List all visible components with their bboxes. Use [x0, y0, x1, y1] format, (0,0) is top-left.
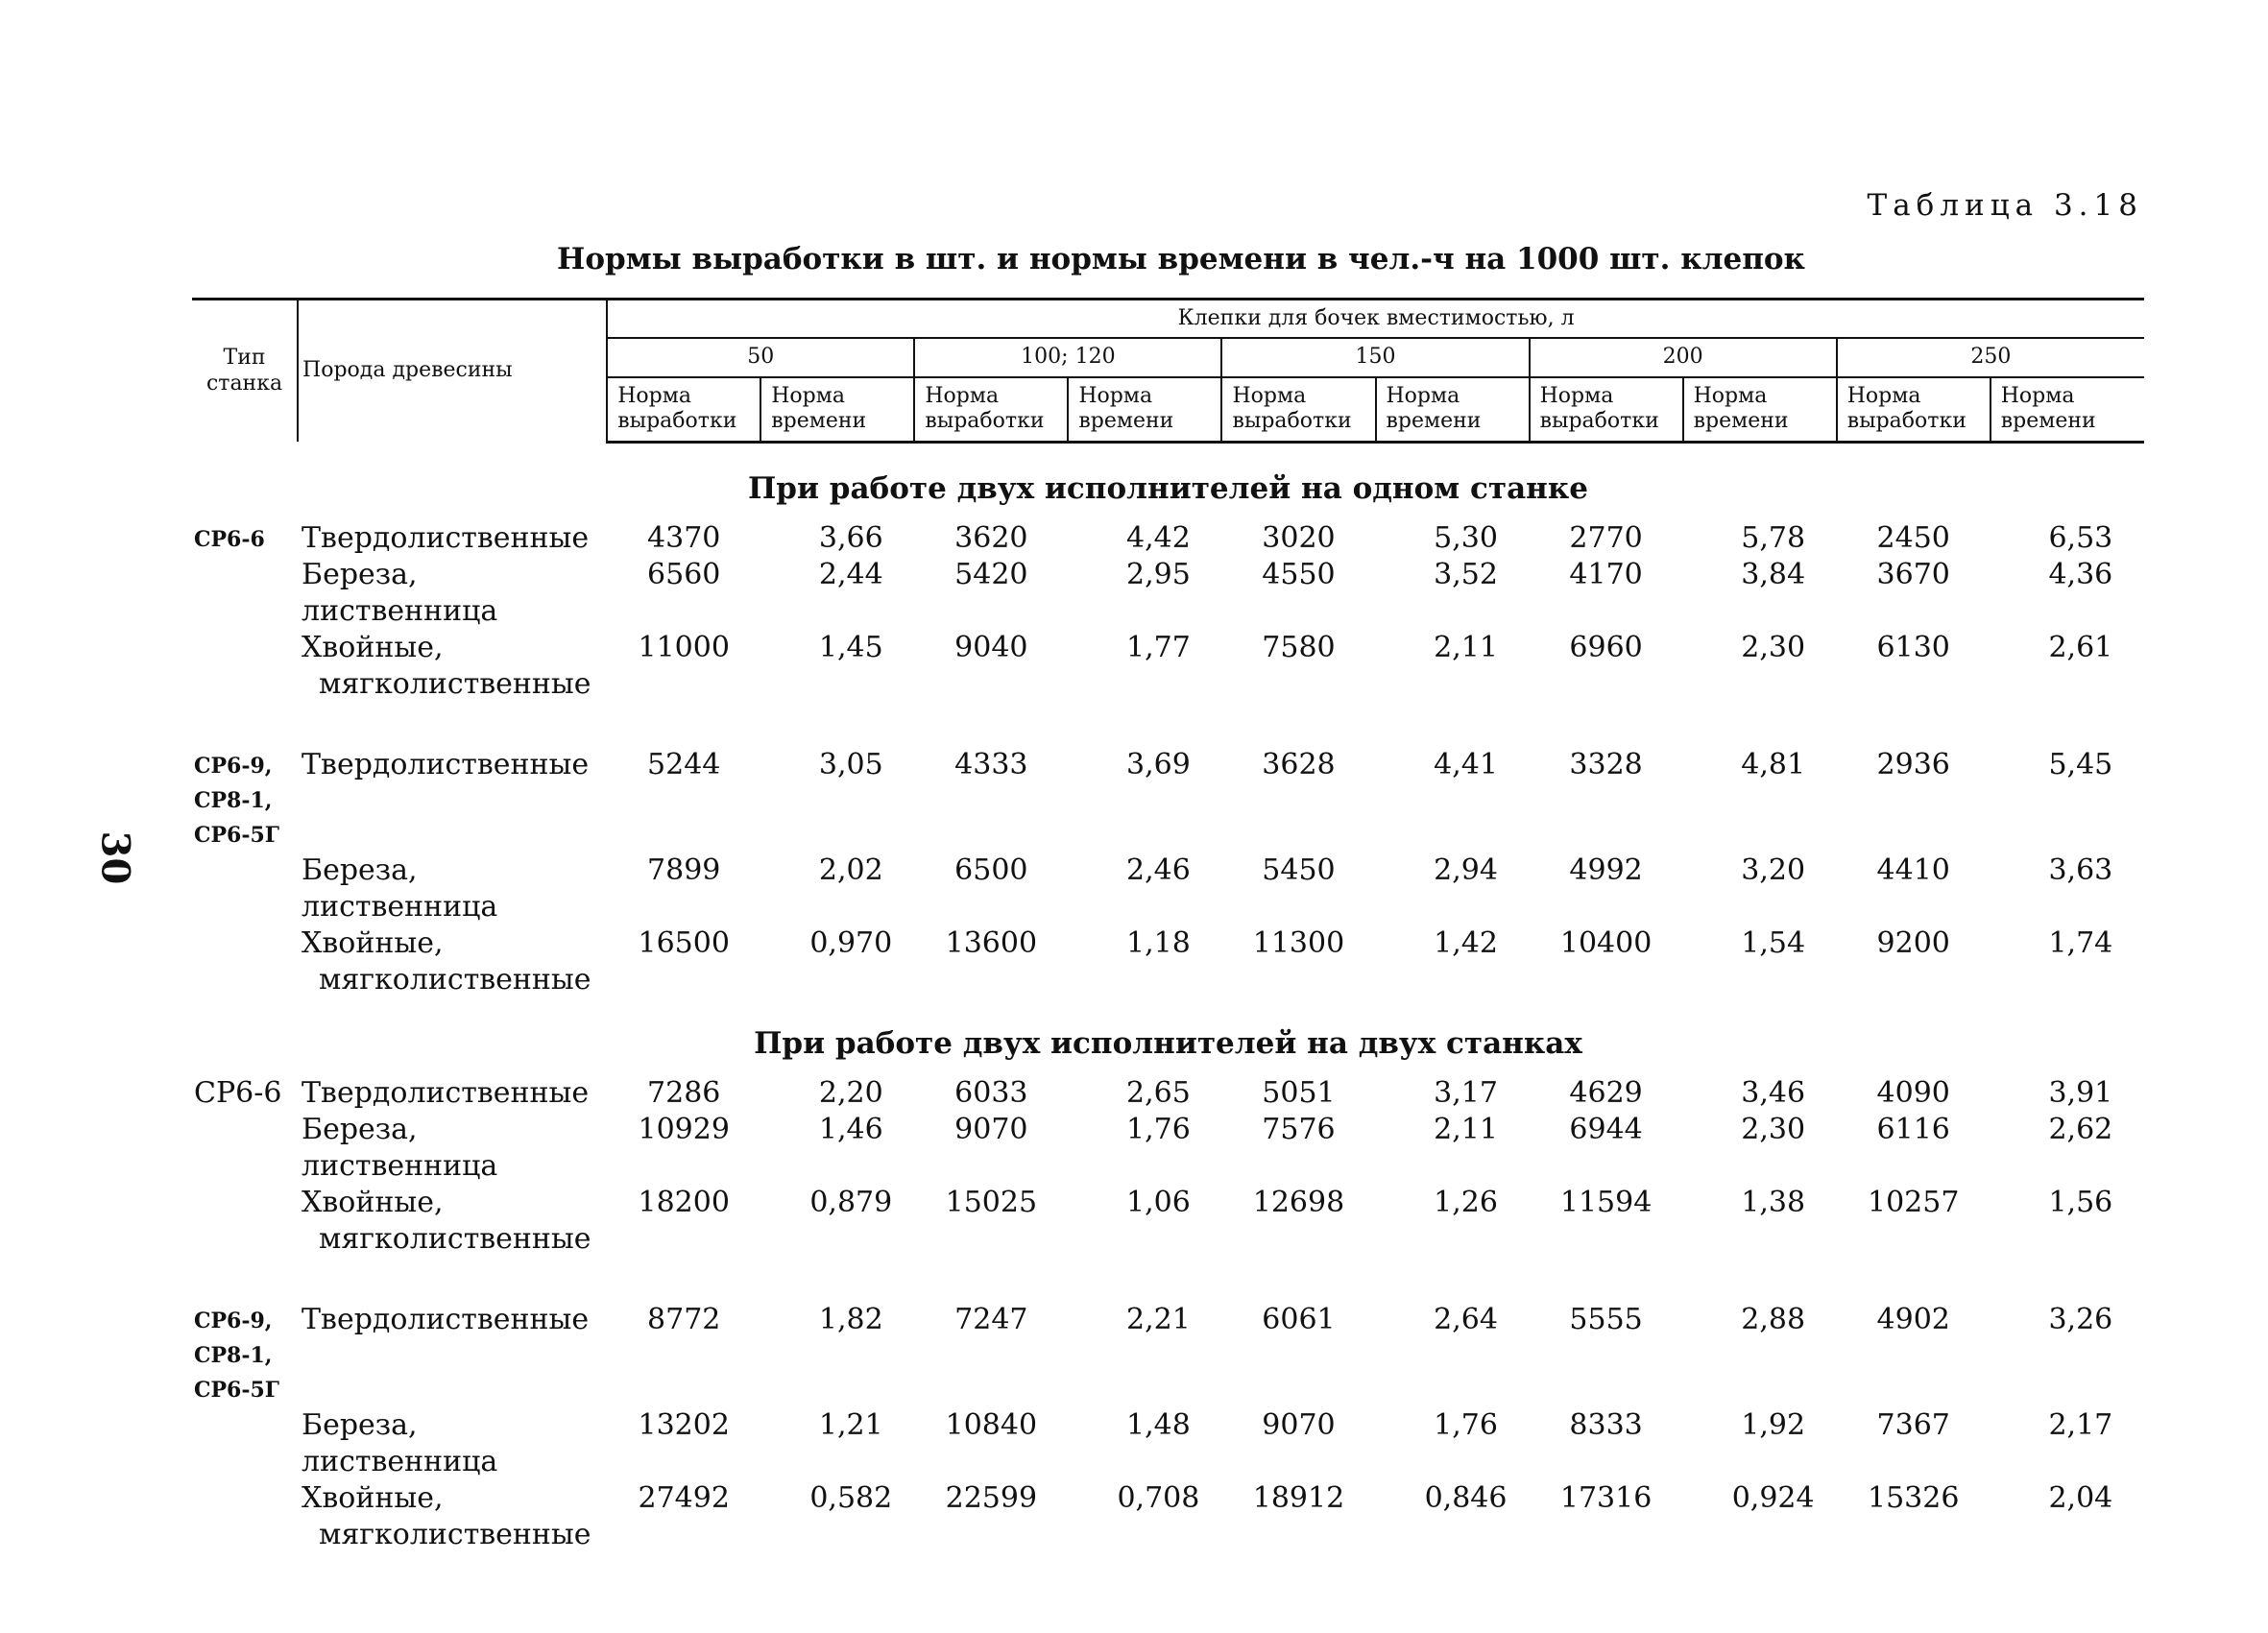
time-norm-value: 4,81 — [1741, 747, 1806, 781]
wood-type-cell — [298, 1112, 607, 1185]
output-norm-value: 6500 — [954, 853, 1028, 887]
output-norm-header: Норма выработки — [607, 377, 760, 442]
output-norm-value: 11300 — [1252, 925, 1345, 960]
output-norm-value: 8333 — [1569, 1407, 1643, 1442]
output-norm-value: 6560 — [647, 557, 721, 591]
wood-type-label-cont: мягколиственные — [319, 1221, 591, 1256]
time-norm-value: 1,46 — [818, 1112, 883, 1146]
section-title: При работе двух исполнителей на одном станке — [748, 470, 1588, 506]
wood-type-label: Береза, лиственница — [302, 853, 498, 924]
time-norm-value: 3,63 — [2048, 853, 2113, 887]
output-norm-value: 13202 — [638, 1407, 730, 1442]
output-norm-value: 9200 — [1876, 925, 1950, 960]
wood-type-cell — [298, 853, 607, 925]
output-norm-value: 11000 — [638, 630, 730, 664]
time-norm-value: 2,62 — [2048, 1112, 2113, 1146]
time-norm-value: 1,54 — [1741, 925, 1806, 960]
time-norm-value: 2,11 — [1434, 630, 1498, 664]
table-row — [192, 1407, 2144, 1480]
capacity-header: 50 — [607, 338, 914, 376]
time-norm-value: 0,708 — [1117, 1480, 1200, 1515]
machine-type-cell — [192, 1112, 298, 1185]
output-norm-value: 4410 — [1876, 853, 1950, 887]
output-norm-value: 18912 — [1252, 1480, 1345, 1515]
time-norm-value: 1,56 — [2048, 1185, 2113, 1219]
table-row — [192, 925, 2144, 998]
table-row — [192, 520, 2144, 557]
time-norm-header: Норма времени — [760, 377, 914, 442]
table-title: Нормы выработки в шт. и нормы времени в чел.-ч на 1000 шт. клепок — [557, 242, 1805, 276]
output-norm-value: 5450 — [1262, 853, 1336, 887]
wood-type-label-cont: мягколиственные — [319, 1517, 591, 1551]
time-norm-value: 1,48 — [1126, 1407, 1191, 1442]
group-spacer — [192, 703, 2144, 747]
time-norm-value: 3,66 — [818, 520, 883, 555]
wood-type-label: Твердолиственные — [302, 520, 590, 555]
wood-type-label: Твердолиственные — [302, 1075, 590, 1110]
output-norm-value: 2936 — [1876, 747, 1950, 781]
output-norm-value: 7247 — [954, 1302, 1028, 1336]
time-norm-value: 1,82 — [818, 1302, 883, 1336]
section-title: При работе двух исполнителей на двух станках — [754, 1025, 1582, 1061]
output-norm-value: 4550 — [1262, 557, 1336, 591]
wood-type-label: Твердолиственные — [302, 1302, 590, 1336]
machine-type-cell — [192, 630, 298, 703]
output-norm-value: 7367 — [1876, 1407, 1950, 1442]
wood-type-label-cont: мягколиственные — [319, 962, 591, 997]
wood-type-cell — [298, 1480, 607, 1553]
table-row — [192, 1185, 2144, 1258]
output-norm-value: 3328 — [1569, 747, 1643, 781]
time-norm-value: 2,11 — [1434, 1112, 1498, 1146]
output-norm-value: 3628 — [1262, 747, 1336, 781]
time-norm-value: 3,84 — [1741, 557, 1806, 591]
time-norm-value: 2,04 — [2048, 1480, 2113, 1515]
wood-type-cell — [298, 1075, 607, 1112]
output-norm-value: 2770 — [1569, 520, 1643, 555]
table-row — [192, 630, 2144, 703]
output-norm-value: 17316 — [1559, 1480, 1653, 1515]
output-norm-value: 7286 — [647, 1075, 721, 1110]
output-norm-value: 6960 — [1569, 630, 1643, 664]
table-header — [192, 300, 2144, 443]
time-norm-value: 2,30 — [1741, 630, 1806, 664]
type-column-header: Тип станка — [192, 300, 298, 443]
time-norm-value: 1,45 — [818, 630, 883, 664]
group-spacer-cell — [192, 703, 2144, 747]
time-norm-value: 1,42 — [1434, 925, 1498, 960]
wood-type-label-cont: мягколиственные — [319, 666, 591, 701]
time-norm-value: 3,69 — [1126, 747, 1191, 781]
output-norm-value: 10257 — [1868, 1185, 1960, 1219]
time-norm-value: 1,76 — [1126, 1112, 1191, 1146]
time-norm-value: 2,64 — [1434, 1302, 1498, 1336]
time-norm-value: 5,30 — [1434, 520, 1498, 555]
time-norm-value: 2,88 — [1741, 1302, 1806, 1336]
wood-type-label: Хвойные, — [302, 925, 444, 960]
wood-type-cell — [298, 557, 607, 630]
time-norm-value: 2,21 — [1126, 1302, 1191, 1336]
output-norm-value: 15326 — [1868, 1480, 1960, 1515]
wood-column-header: Порода древесины — [298, 300, 607, 443]
time-norm-header: Норма времени — [1068, 377, 1221, 442]
time-norm-value: 3,05 — [818, 747, 883, 781]
output-norm-value: 4629 — [1569, 1075, 1643, 1110]
output-norm-value: 7580 — [1262, 630, 1336, 664]
output-norm-value: 10929 — [638, 1112, 730, 1146]
wood-type-label: Береза, лиственница — [302, 557, 498, 628]
time-norm-value: 3,26 — [2048, 1302, 2113, 1336]
output-norm-value: 3020 — [1262, 520, 1336, 555]
capacity-header: 250 — [1837, 338, 2144, 376]
time-norm-value: 2,94 — [1434, 853, 1498, 887]
output-norm-value: 4370 — [647, 520, 721, 555]
time-norm-value: 1,77 — [1126, 630, 1191, 664]
output-norm-value: 18200 — [638, 1185, 730, 1219]
time-norm-value: 1,74 — [2048, 925, 2113, 960]
output-norm-value: 5420 — [954, 557, 1028, 591]
group-spacer — [192, 1258, 2144, 1302]
wood-type-label: Береза, лиственница — [302, 1407, 498, 1478]
time-norm-value: 4,36 — [2048, 557, 2113, 591]
time-norm-value: 2,95 — [1126, 557, 1191, 591]
output-norm-value: 3620 — [954, 520, 1028, 555]
output-norm-value: 12698 — [1252, 1185, 1345, 1219]
output-norm-value: 16500 — [638, 925, 730, 960]
output-norm-value: 15025 — [945, 1185, 1038, 1219]
time-norm-value: 2,61 — [2048, 630, 2113, 664]
table-label: Таблица 3.18 — [1867, 188, 2143, 223]
group-spacer-cell — [192, 1258, 2144, 1302]
wood-type-cell — [298, 1302, 607, 1407]
machine-type-cell — [192, 557, 298, 630]
output-norm-value: 10400 — [1559, 925, 1653, 960]
table-row — [192, 1075, 2144, 1112]
wood-type-cell — [298, 630, 607, 703]
output-norm-value: 2450 — [1876, 520, 1950, 555]
table-row — [192, 853, 2144, 925]
capacity-header: 100; 120 — [914, 338, 1221, 376]
output-norm-value: 11594 — [1559, 1185, 1653, 1219]
capacity-group-header: Клепки для бочек вместимостью, л — [607, 300, 2144, 339]
machine-type-cell: СР6-6 — [194, 526, 265, 552]
table-row — [192, 1302, 2144, 1407]
output-norm-value: 5555 — [1569, 1302, 1643, 1336]
time-norm-value: 1,21 — [818, 1407, 883, 1442]
time-norm-value: 0,924 — [1731, 1480, 1815, 1515]
output-norm-value: 13600 — [945, 925, 1038, 960]
time-norm-value: 2,65 — [1126, 1075, 1191, 1110]
wood-type-label: Хвойные, — [302, 630, 444, 664]
time-norm-value: 1,76 — [1434, 1407, 1498, 1442]
output-norm-value: 8772 — [647, 1302, 721, 1336]
time-norm-value: 0,582 — [809, 1480, 893, 1515]
output-norm-value: 27492 — [638, 1480, 730, 1515]
wood-type-cell — [298, 1407, 607, 1480]
time-norm-value: 1,26 — [1434, 1185, 1498, 1219]
output-norm-header: Норма выработки — [1837, 377, 1991, 442]
time-norm-header: Норма времени — [1991, 377, 2144, 442]
time-norm-value: 4,42 — [1126, 520, 1191, 555]
time-norm-value: 2,44 — [818, 557, 883, 591]
time-norm-value: 2,20 — [818, 1075, 883, 1110]
output-norm-value: 9040 — [954, 630, 1028, 664]
time-norm-value: 1,06 — [1126, 1185, 1191, 1219]
time-norm-value: 4,41 — [1434, 747, 1498, 781]
wood-type-label: Хвойные, — [302, 1480, 444, 1515]
table-row — [192, 1480, 2144, 1553]
time-norm-value: 2,17 — [2048, 1407, 2113, 1442]
machine-type-cell — [192, 1185, 298, 1258]
time-norm-value: 1,18 — [1126, 925, 1191, 960]
output-norm-value: 5244 — [647, 747, 721, 781]
time-norm-value: 2,30 — [1741, 1112, 1806, 1146]
output-norm-value: 9070 — [954, 1112, 1028, 1146]
output-norm-value: 5051 — [1262, 1075, 1336, 1110]
output-norm-value: 4902 — [1876, 1302, 1950, 1336]
machine-type-cell: СР6-9, СР8-1, СР6-5Г — [194, 753, 279, 848]
table-row — [192, 747, 2144, 853]
machine-type-cell: СР6-9, СР8-1, СР6-5Г — [194, 1308, 279, 1403]
time-norm-value: 6,53 — [2048, 520, 2113, 555]
time-norm-value: 1,38 — [1741, 1185, 1806, 1219]
capacity-header: 150 — [1221, 338, 1529, 376]
table-row — [192, 557, 2144, 630]
output-norm-value: 6116 — [1876, 1112, 1950, 1146]
time-norm-value: 3,52 — [1434, 557, 1498, 591]
table-body — [192, 442, 2144, 1553]
time-norm-value: 0,970 — [809, 925, 893, 960]
time-norm-value: 5,78 — [1741, 520, 1806, 555]
output-norm-value: 4170 — [1569, 557, 1643, 591]
output-norm-value: 7576 — [1262, 1112, 1336, 1146]
wood-type-cell — [298, 520, 607, 557]
wood-type-label: Береза, лиственница — [302, 1112, 498, 1183]
time-norm-value: 5,45 — [2048, 747, 2113, 781]
time-norm-value: 3,20 — [1741, 853, 1806, 887]
wood-type-cell — [298, 925, 607, 998]
time-norm-value: 0,846 — [1424, 1480, 1508, 1515]
output-norm-value: 6944 — [1569, 1112, 1643, 1146]
output-norm-value: 4333 — [954, 747, 1028, 781]
machine-type-cell: СР6-6 — [194, 1075, 282, 1110]
wood-type-label: Твердолиственные — [302, 747, 590, 781]
time-norm-header: Норма времени — [1683, 377, 1837, 442]
output-norm-header: Норма выработки — [1530, 377, 1683, 442]
output-norm-value: 7899 — [647, 853, 721, 887]
output-norm-header: Норма выработки — [914, 377, 1068, 442]
output-norm-header: Норма выработки — [1221, 377, 1375, 442]
output-norm-value: 6061 — [1262, 1302, 1336, 1336]
wood-type-label: Хвойные, — [302, 1185, 444, 1219]
output-norm-value: 6130 — [1876, 630, 1950, 664]
output-norm-value: 4090 — [1876, 1075, 1950, 1110]
machine-type-cell — [192, 925, 298, 998]
output-norm-value: 4992 — [1569, 853, 1643, 887]
output-norm-value: 3670 — [1876, 557, 1950, 591]
time-norm-value: 1,92 — [1741, 1407, 1806, 1442]
time-norm-value: 3,17 — [1434, 1075, 1498, 1110]
output-norm-value: 9070 — [1262, 1407, 1336, 1442]
time-norm-value: 0,879 — [809, 1185, 893, 1219]
norms-table — [192, 298, 2144, 1553]
output-norm-value: 22599 — [945, 1480, 1038, 1515]
time-norm-value: 3,91 — [2048, 1075, 2113, 1110]
machine-type-cell — [192, 1480, 298, 1553]
time-norm-value: 2,46 — [1126, 853, 1191, 887]
wood-type-cell — [298, 747, 607, 853]
output-norm-value: 6033 — [954, 1075, 1028, 1110]
machine-type-cell — [192, 853, 298, 925]
section-title-row — [192, 442, 2144, 520]
output-norm-value: 10840 — [945, 1407, 1038, 1442]
time-norm-value: 2,02 — [818, 853, 883, 887]
time-norm-value: 3,46 — [1741, 1075, 1806, 1110]
wood-type-cell — [298, 1185, 607, 1258]
machine-type-cell — [192, 1407, 298, 1480]
capacity-header: 200 — [1530, 338, 1837, 376]
section-title-row — [192, 998, 2144, 1075]
time-norm-header: Норма времени — [1376, 377, 1530, 442]
table-row — [192, 1112, 2144, 1185]
page-number: 30 — [92, 830, 138, 885]
